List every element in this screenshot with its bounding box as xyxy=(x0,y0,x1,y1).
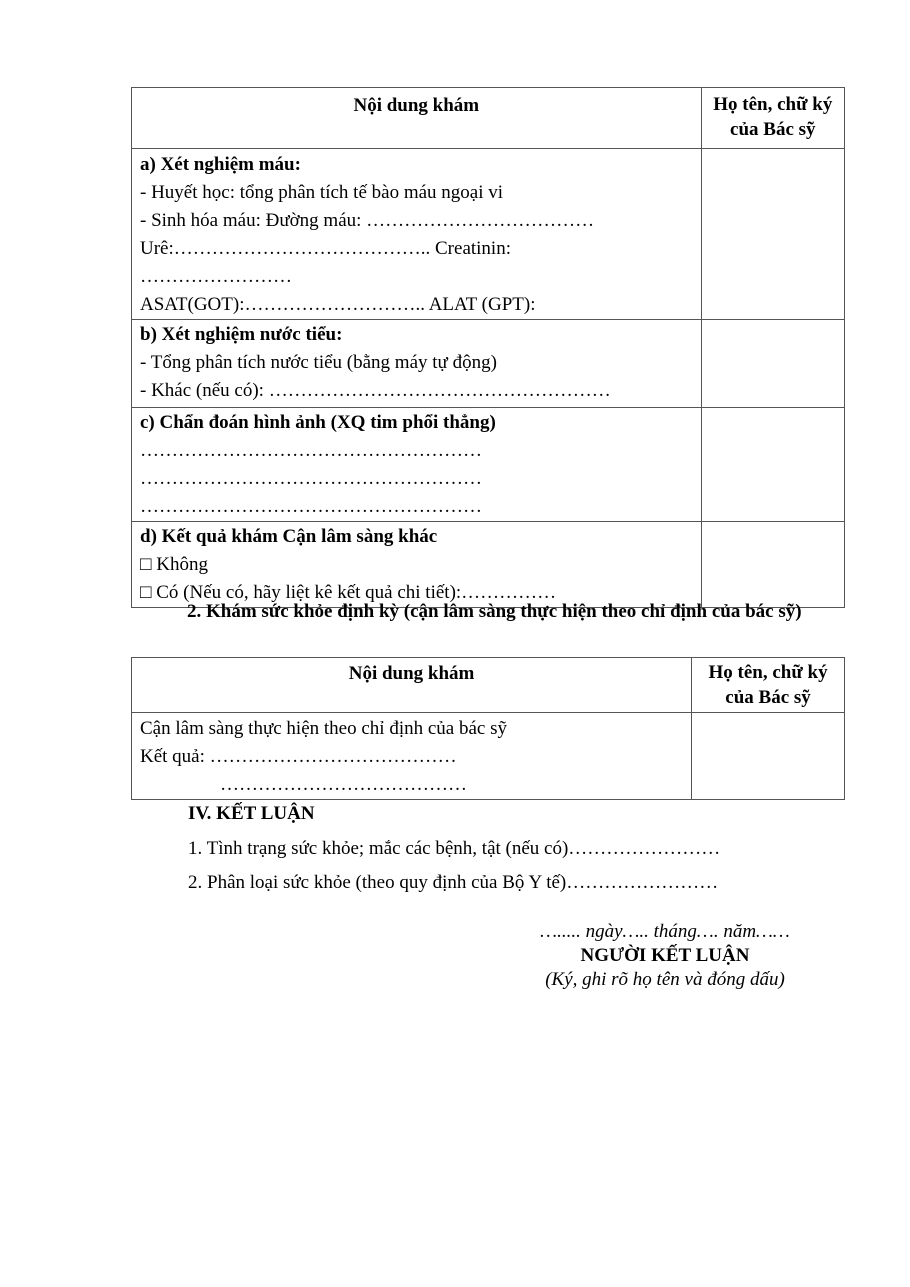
conclusion-item-2: 2. Phân loại sức khỏe (theo quy định của Bộ Y tế)…………………… xyxy=(188,872,719,893)
doctor-signature-cell xyxy=(692,713,845,800)
conclusion-item-1: 1. Tình trạng sức khỏe; mắc các bệnh, tật (nếu có)…………………… xyxy=(188,838,721,859)
row-line: □ Có (Nếu có, hãy liệt kê kết quả chi tiết):…………… xyxy=(140,582,557,603)
table-row xyxy=(132,713,845,800)
conclusion-heading: IV. KẾT LUẬN xyxy=(188,803,315,824)
row-line: □ Không xyxy=(140,554,208,575)
row-line: - Sinh hóa máu: Đường máu: ……………………………… xyxy=(140,210,595,231)
row-line: …………………… xyxy=(140,266,292,287)
lab-exam-table xyxy=(131,87,845,608)
row-periodic-result xyxy=(132,713,692,800)
signature-title: NGƯỜI KẾT LUẬN xyxy=(580,945,750,966)
row-line: Urê:………………………………….. Creatinin: xyxy=(140,238,511,259)
table-header-row xyxy=(132,658,845,713)
row-line: - Khác (nếu có): ……………………………………………… xyxy=(140,380,611,401)
row-title: d) Kết quả khám Cận lâm sàng khác xyxy=(140,526,438,547)
table-row xyxy=(132,320,845,408)
doctor-signature-cell xyxy=(701,320,844,408)
row-line: - Huyết học: tổng phân tích tế bào máu ngoại vi xyxy=(140,182,504,203)
section-2-title: 2. Khám sức khỏe định kỳ (cận lâm sàng thực hiện theo chỉ định của bác sỹ) xyxy=(187,601,802,622)
row-urine-test xyxy=(132,320,702,408)
row-title: a) Xét nghiệm máu: xyxy=(140,154,301,175)
table-row xyxy=(132,408,845,522)
row-line: ASAT(GOT):……………………….. ALAT (GPT): xyxy=(140,294,536,315)
table-row xyxy=(132,149,845,320)
table-header-row xyxy=(132,88,845,149)
row-other-results xyxy=(132,522,702,608)
row-line: ………………………………… xyxy=(220,774,467,795)
signature-date: …..... ngày….. tháng…. năm…… xyxy=(540,921,790,942)
header-content: Nội dung khám xyxy=(132,658,692,713)
doctor-signature-cell xyxy=(701,522,844,608)
row-line: Kết quả: ………………………………… xyxy=(140,746,457,767)
row-line: ……………………………………………… xyxy=(140,440,482,461)
row-line: Cận lâm sàng thực hiện theo chỉ định của bác sỹ xyxy=(140,718,507,739)
header-content: Nội dung khám xyxy=(132,88,702,149)
signature-note: (Ký, ghi rõ họ tên và đóng dấu) xyxy=(545,969,785,990)
header-doctor: Họ tên, chữ ký của Bác sỹ xyxy=(701,88,844,149)
row-line: - Tổng phân tích nước tiểu (bằng máy tự động) xyxy=(140,352,497,373)
row-blood-test xyxy=(132,149,702,320)
doctor-signature-cell xyxy=(701,149,844,320)
header-doctor: Họ tên, chữ ký của Bác sỹ xyxy=(692,658,845,713)
table-row xyxy=(132,522,845,608)
row-line: ……………………………………………… xyxy=(140,496,482,517)
row-title: b) Xét nghiệm nước tiểu: xyxy=(140,324,343,345)
row-title: c) Chẩn đoán hình ảnh (XQ tim phổi thẳng) xyxy=(140,412,496,433)
doctor-signature-cell xyxy=(701,408,844,522)
periodic-exam-table xyxy=(131,657,845,800)
row-line: ……………………………………………… xyxy=(140,468,482,489)
row-imaging xyxy=(132,408,702,522)
